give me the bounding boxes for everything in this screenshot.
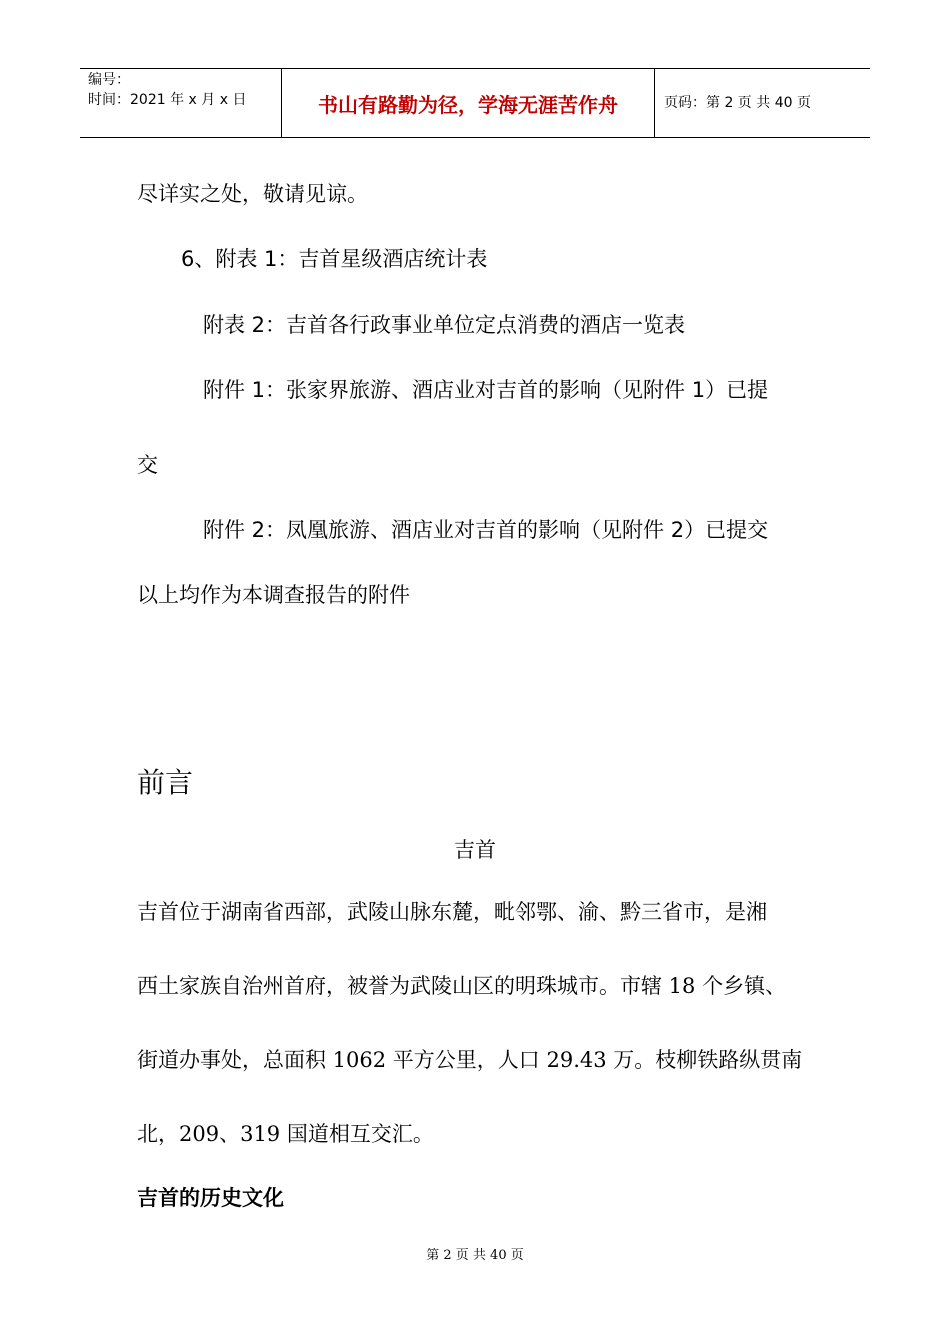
document-number-label: 编号： bbox=[88, 72, 130, 88]
intro-paragraph-line-2: 西土家族自治州首府，被誉为武陵山区的明珠城市。市辖 18 个乡镇、 bbox=[137, 974, 787, 998]
preface-heading: 前言 bbox=[137, 766, 194, 799]
appendix-table-1: 6、附表 1：吉首星级酒店统计表 bbox=[181, 247, 488, 271]
jishou-subheading: 吉首 bbox=[454, 838, 496, 862]
header-table bbox=[80, 68, 870, 138]
footer-page-number: 第 2 页 共 40 页 bbox=[426, 1248, 524, 1263]
header-center-cell bbox=[282, 69, 655, 137]
intro-paragraph-line-4: 北，209、319 国道相互交汇。 bbox=[137, 1122, 434, 1146]
header-page-info: 页码：第 2 页 共 40 页 bbox=[664, 95, 811, 111]
history-culture-heading: 吉首的历史文化 bbox=[137, 1186, 284, 1210]
intro-paragraph-line-3: 街道办事处，总面积 1062 平方公里，人口 29.43 万。枝柳铁路纵贯南 bbox=[137, 1048, 803, 1072]
body-line-continuation: 尽详实之处，敬请见谅。 bbox=[137, 182, 368, 206]
header-motto: 书山有路勤为径，学海无涯苦作舟 bbox=[318, 93, 618, 117]
appendix-table-2: 附表 2：吉首各行政事业单位定点消费的酒店一览表 bbox=[203, 313, 686, 337]
header-left-cell bbox=[80, 69, 282, 137]
attachment-1-wrap: 交 bbox=[137, 453, 158, 477]
attachment-1-line: 附件 1：张家界旅游、酒店业对吉首的影响（见附件 1）已提 bbox=[203, 378, 769, 402]
header-right-cell bbox=[655, 69, 870, 137]
attachment-2-line: 附件 2：凤凰旅游、酒店业对吉首的影响（见附件 2）已提交 bbox=[203, 518, 769, 542]
document-date-label: 时间：2021 年 x 月 x 日 bbox=[88, 92, 247, 108]
intro-paragraph-line-1: 吉首位于湖南省西部，武陵山脉东麓，毗邻鄂、渝、黔三省市，是湘 bbox=[137, 900, 767, 924]
attachments-note: 以上均作为本调查报告的附件 bbox=[137, 583, 410, 607]
